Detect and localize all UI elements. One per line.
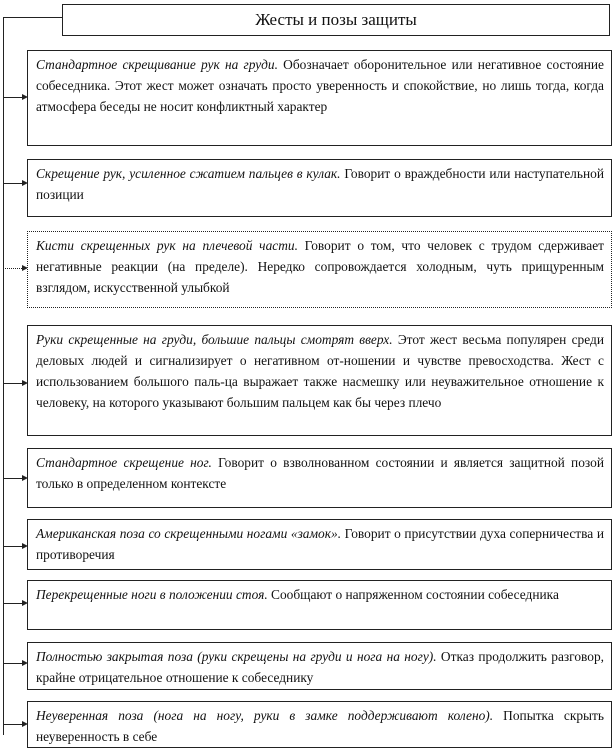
gesture-box-9: [27, 701, 612, 748]
arrow-7: [3, 603, 24, 604]
arrow-6: [3, 546, 24, 547]
gesture-description: Говорит о взволнованном состоянии и является защитной позой только в определенном контексте: [36, 455, 604, 491]
connector-title-link: [3, 17, 62, 18]
arrow-1: [3, 97, 24, 98]
gesture-description: Говорит о том, что человек с трудом сдерживает негативные реакции (на пределе). Нередко сопровождается холодным, чуть прищуренным взглядом, искусственной улыбкой: [36, 238, 605, 295]
gesture-description: Говорит о враждебности или наступательной позиции: [36, 166, 604, 202]
gesture-box-3: [27, 231, 612, 308]
connector-spine: [3, 17, 4, 735]
gesture-box-2: [27, 159, 612, 217]
gesture-name: Полностью закрытая поза (руки скрещены на груди и нога на ногу).: [36, 649, 437, 664]
arrow-8: [3, 663, 24, 664]
gesture-name: Неуверенная поза (нога на ногу, руки в замке поддерживают колено).: [36, 708, 494, 723]
arrow-5: [3, 478, 24, 479]
gesture-name: Скрещение рук, усиленное сжатием пальцев в кулак.: [36, 166, 341, 181]
diagram-title: Жесты и позы защиты: [255, 10, 417, 29]
gesture-name: Стандартное скрещивание рук на груди.: [36, 57, 278, 72]
gesture-box-4: [27, 325, 612, 436]
gesture-box-8: [27, 642, 612, 690]
arrow-3: [3, 268, 24, 269]
gesture-name: Американская поза со скрещенными ногами «замок».: [36, 526, 342, 541]
gesture-description: Отказ продолжить разговор, крайне отрицательное отношение к собеседнику: [36, 649, 604, 685]
gesture-name: Кисти скрещенных рук на плечевой части.: [36, 238, 298, 253]
gesture-box-5: [27, 448, 612, 508]
gesture-description: Сообщают о напряженном состоянии собеседника: [267, 587, 559, 602]
gesture-box-7: [27, 580, 612, 630]
gesture-name: Стандартное скрещение ног.: [36, 455, 212, 470]
gesture-description: Говорит о присутствии духа соперничества и противоречия: [36, 526, 604, 562]
gesture-description: Попытка скрыть неуверенность в себе: [36, 708, 604, 744]
gesture-box-1: [27, 50, 612, 146]
diagram-title-box: [62, 4, 610, 36]
arrow-2: [3, 183, 24, 184]
gesture-name: Руки скрещенные на груди, большие пальцы смотрят вверх.: [36, 332, 393, 347]
arrow-9: [3, 724, 24, 725]
gesture-description: Этот жест весьма популярен среди деловых людей и сигнализирует о негативном от-ношении и чувстве превосходства. Жест с использованием большого паль-ца выражает также насмешку или неуважительное отношение к человеку, на которого указывают большим пальцем как бы через плечо: [36, 332, 604, 410]
gesture-description: Обозначает оборонительное или негативное состояние собеседника. Этот жест может означать просто уверенность и спокойствие, но лишь тогда, когда атмосфера беседы не носит конфликтный характер: [36, 57, 604, 114]
gesture-name: Перекрещенные ноги в положении стоя.: [36, 587, 268, 602]
arrow-4: [3, 383, 24, 384]
gesture-box-6: [27, 519, 612, 570]
